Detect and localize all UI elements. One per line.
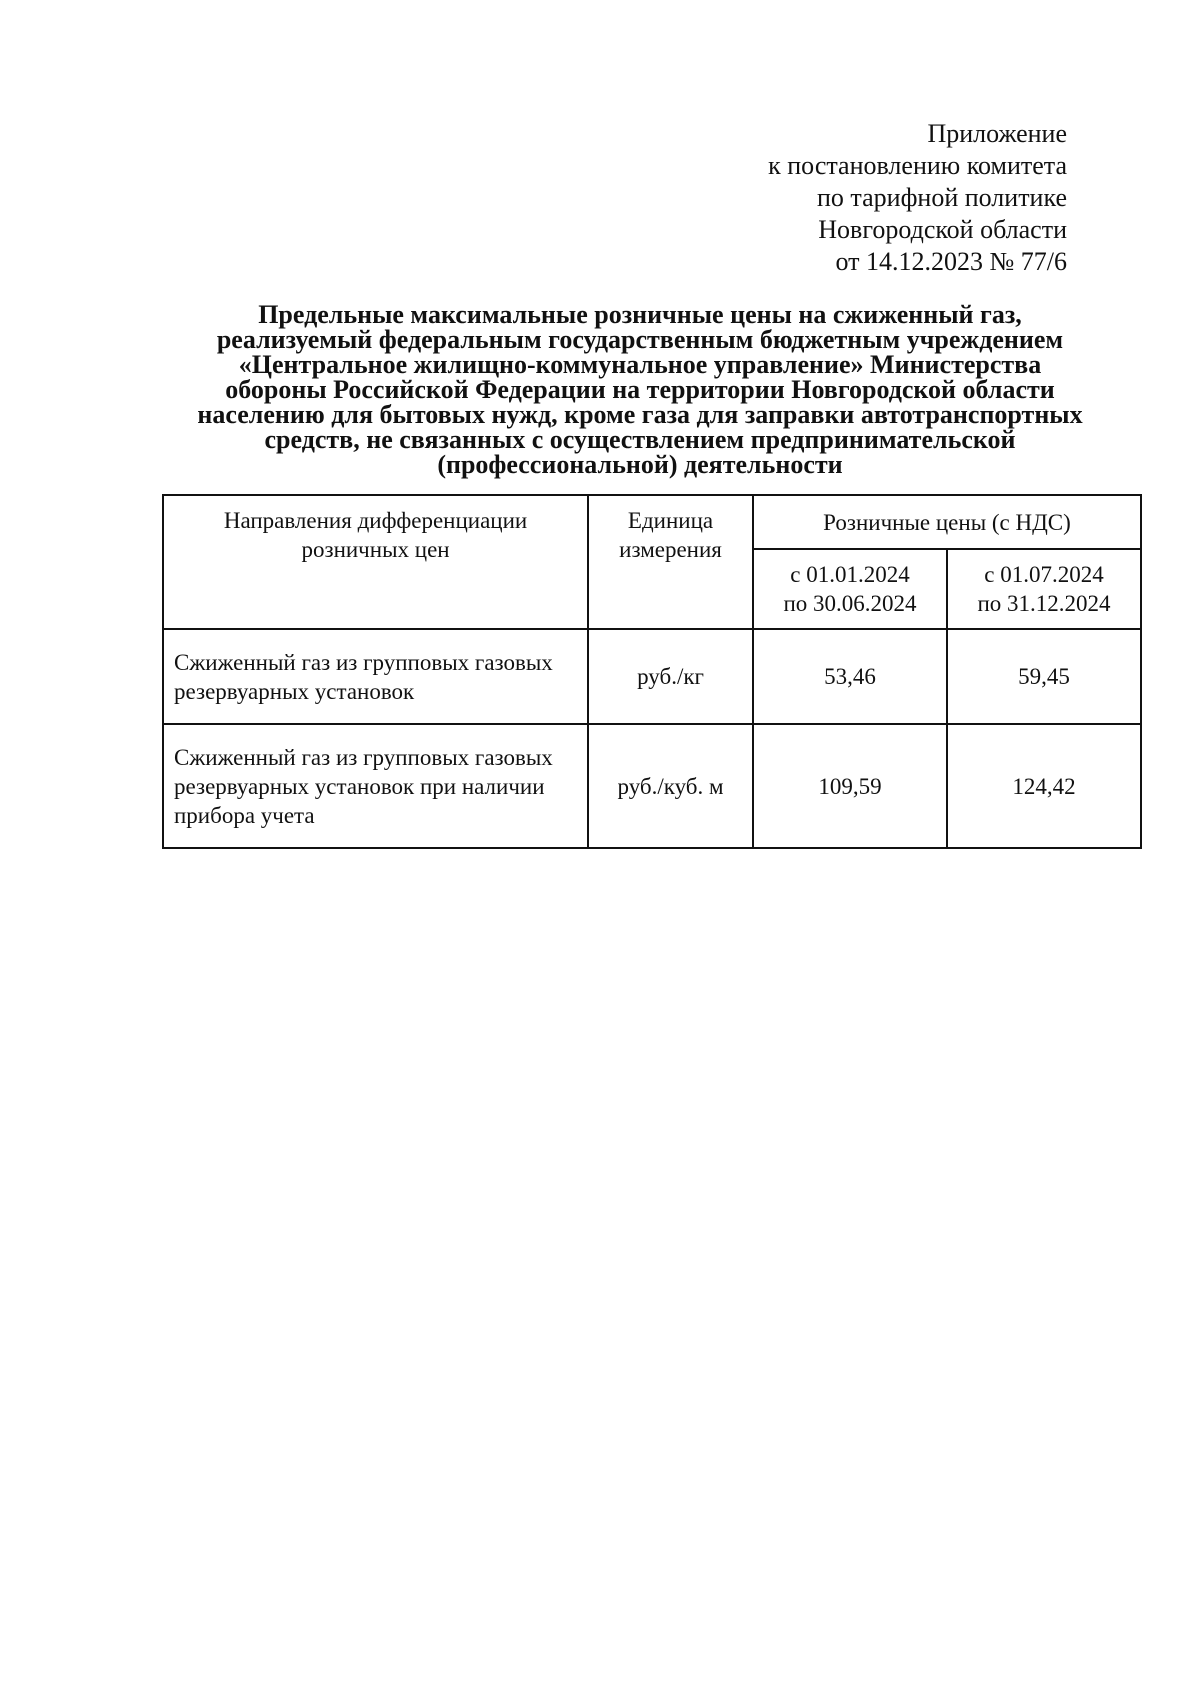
cell-price-period-1: 109,59 [753, 724, 947, 848]
cell-price-period-2: 59,45 [947, 629, 1141, 724]
cell-price-period-2: 124,42 [947, 724, 1141, 848]
title-line: обороны Российской Федерации на территории Новгородской области [225, 375, 1055, 404]
table-row [163, 629, 1141, 724]
cell-unit: руб./кг [588, 629, 753, 724]
title-line: «Центральное жилищно-коммунальное управление» Министерства [238, 350, 1042, 379]
price-table [162, 494, 1142, 849]
header-period-line: с 01.01.2024 [790, 562, 910, 587]
appendix-line: по тарифной политике [817, 183, 1067, 212]
cell-direction [163, 629, 588, 724]
cell-direction-line: резервуарных установок при наличии [174, 773, 545, 799]
header-period-2 [947, 549, 1141, 629]
title-line: (профессиональной) деятельности [437, 450, 843, 479]
header-direction-line: Направления дифференциации [223, 508, 528, 533]
header-direction-line: розничных цен [301, 537, 450, 562]
document-title [160, 302, 1120, 477]
appendix-line: к постановлению комитета [768, 151, 1067, 180]
header-direction [163, 495, 588, 629]
title-line: населению для бытовых нужд, кроме газа для заправки автотранспортных [197, 400, 1083, 429]
header-period-line: по 31.12.2024 [977, 591, 1111, 616]
cell-direction-line: резервуарных установок [174, 678, 415, 704]
cell-direction-line: Сжиженный газ из групповых газовых [174, 649, 553, 675]
cell-direction [163, 724, 588, 848]
header-unit-line: измерения [619, 537, 722, 562]
header-retail-prices: Розничные цены (с НДС) [753, 495, 1141, 549]
title-line: средств, не связанных с осуществлением предпринимательской [264, 425, 1016, 454]
cell-price-period-1: 53,46 [753, 629, 947, 724]
header-period-line: с 01.07.2024 [984, 562, 1104, 587]
appendix-block [768, 118, 1067, 278]
title-line: реализуемый федеральным государственным бюджетным учреждением [216, 325, 1064, 354]
appendix-line: Приложение [927, 119, 1067, 148]
table-row [163, 724, 1141, 848]
appendix-line: Новгородской области [818, 215, 1067, 244]
cell-direction-line: Сжиженный газ из групповых газовых [174, 744, 553, 770]
header-unit-line: Единица [627, 508, 714, 533]
title-line: Предельные максимальные розничные цены на сжиженный газ, [258, 300, 1022, 329]
header-period-line: по 30.06.2024 [783, 591, 917, 616]
header-unit [588, 495, 753, 629]
cell-direction-line: прибора учета [174, 802, 315, 828]
appendix-date-number: от 14.12.2023 № 77/6 [835, 247, 1067, 276]
cell-unit: руб./куб. м [588, 724, 753, 848]
table-header-row [163, 495, 1141, 549]
header-period-1 [753, 549, 947, 629]
